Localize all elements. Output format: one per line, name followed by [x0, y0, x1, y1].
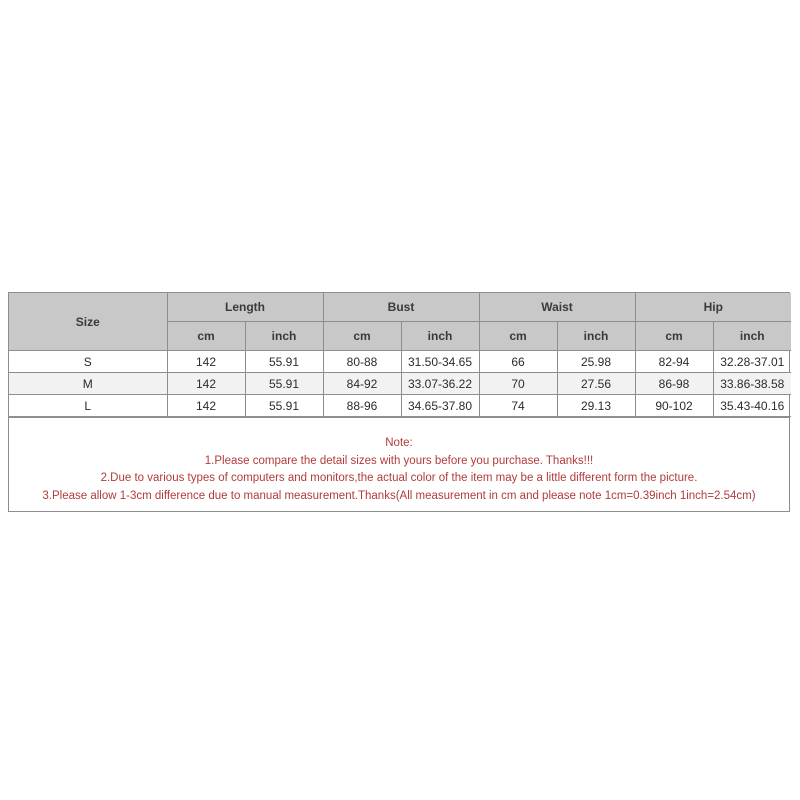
table-cell: 55.91 [245, 395, 323, 417]
table-cell: 32.28-37.01 [713, 351, 791, 373]
unit-header: inch [557, 322, 635, 351]
table-cell: 25.98 [557, 351, 635, 373]
table-cell: 31.50-34.65 [401, 351, 479, 373]
table-cell: 90-102 [635, 395, 713, 417]
table-cell: 35.43-40.16 [713, 395, 791, 417]
waist-group-header: Waist [479, 293, 635, 322]
size-table [9, 293, 791, 417]
size-cell: S [9, 351, 167, 373]
length-group-header: Length [167, 293, 323, 322]
table-cell: 86-98 [635, 373, 713, 395]
unit-header: cm [479, 322, 557, 351]
table-row [9, 351, 791, 373]
table-cell: 29.13 [557, 395, 635, 417]
table-cell: 74 [479, 395, 557, 417]
notes-section [9, 417, 789, 511]
size-chart [8, 292, 790, 512]
table-cell: 84-92 [323, 373, 401, 395]
hip-group-header: Hip [635, 293, 791, 322]
table-cell: 33.07-36.22 [401, 373, 479, 395]
table-cell: 142 [167, 351, 245, 373]
table-cell: 142 [167, 395, 245, 417]
table-cell: 55.91 [245, 373, 323, 395]
table-cell: 55.91 [245, 351, 323, 373]
unit-header: inch [245, 322, 323, 351]
table-cell: 142 [167, 373, 245, 395]
bust-group-header: Bust [323, 293, 479, 322]
table-row [9, 373, 791, 395]
note-title: Note: [385, 437, 413, 449]
unit-header: cm [323, 322, 401, 351]
table-cell: 70 [479, 373, 557, 395]
note-line: 3.Please allow 1-3cm difference due to manual measurement.Thanks(All measurement in cm and please note 1cm=0.39inch 1inch=2.54cm) [42, 489, 756, 502]
table-cell: 88-96 [323, 395, 401, 417]
table-cell: 34.65-37.80 [401, 395, 479, 417]
size-cell: M [9, 373, 167, 395]
unit-header: inch [713, 322, 791, 351]
unit-header: inch [401, 322, 479, 351]
table-row [9, 395, 791, 417]
table-cell: 27.56 [557, 373, 635, 395]
table-cell: 82-94 [635, 351, 713, 373]
size-column-header: Size [9, 293, 167, 351]
size-cell: L [9, 395, 167, 417]
table-header-row [9, 293, 791, 322]
note-line: 2.Due to various types of computers and monitors,the actual color of the item may be a little different form the picture. [100, 472, 698, 484]
table-cell: 66 [479, 351, 557, 373]
table-cell: 80-88 [323, 351, 401, 373]
unit-header: cm [635, 322, 713, 351]
note-line: 1.Please compare the detail sizes with yours before you purchase. Thanks!!! [204, 454, 594, 467]
table-cell: 33.86-38.58 [713, 373, 791, 395]
unit-header: cm [167, 322, 245, 351]
